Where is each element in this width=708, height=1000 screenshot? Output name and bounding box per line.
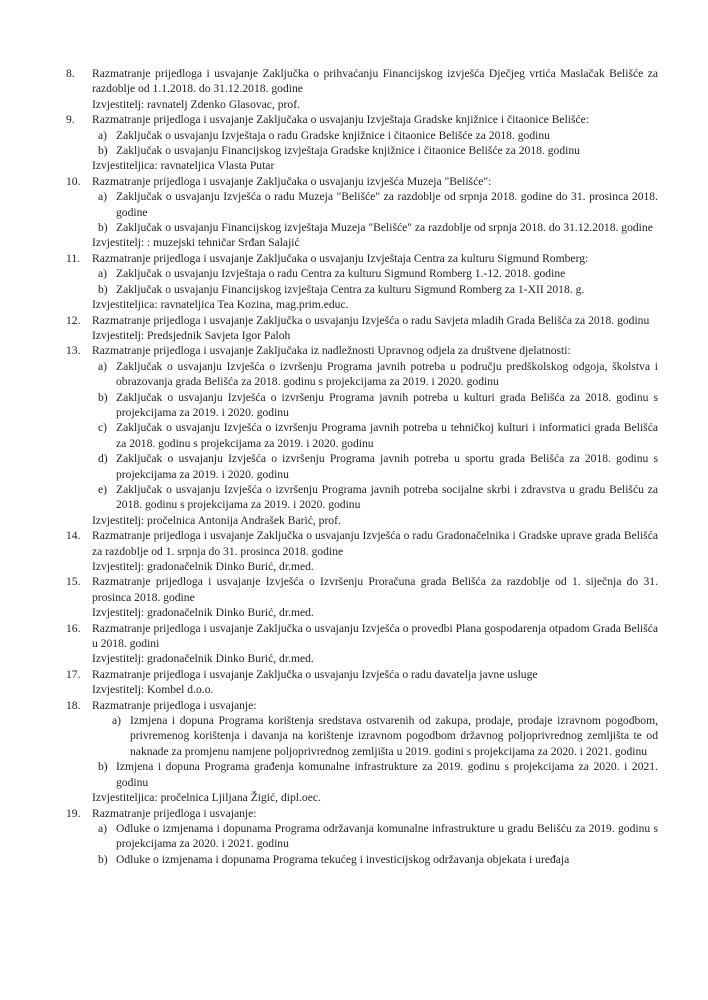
agenda-item — [66, 251, 658, 313]
agenda-item-title: Razmatranje prijedloga i usvajanje Zaključka o usvajanju Izvješća o radu davatelja javne usluge — [92, 667, 538, 681]
agenda-item-title: Razmatranje prijedloga i usvajanje Zaključka o usvajanju Izvješća o radu Gradonačelnika i Gradske uprave grada Belišća za razdoblje od 1. srpnja do 31. prosinca 2018. godine — [92, 529, 658, 558]
agenda-item — [66, 174, 658, 251]
agenda-subitem-text: Zaključak o usvajanju Financijskog izvještaja Gradske knjižnice i čitaonice Belišće za 2018. godinu — [116, 144, 580, 158]
agenda-subitem-text: Zaključak o usvajanju Izvještaja o radu Gradske knjižnice i čitaonice Belišće za 2018. godinu — [116, 128, 550, 142]
agenda-item-title: Razmatranje prijedloga i usvajanje: — [92, 698, 257, 712]
agenda-item-reporter: Izvjestitelj: pročelnica Antonija Andrašek Barić, prof. — [92, 513, 341, 527]
agenda-item — [66, 528, 658, 574]
agenda-item — [66, 698, 658, 806]
agenda-item-number: 12. — [66, 313, 81, 327]
agenda-item-number: 18. — [66, 698, 81, 712]
agenda-subitem-letter: a) — [98, 821, 108, 835]
agenda-subitem — [92, 189, 658, 220]
agenda-subitem — [92, 128, 658, 143]
agenda-item-title: Razmatranje prijedloga i usvajanje Zaključka o usvajanju Izvješća o provedbi Plana gospodarenja otpadom Grada Belišća u 2018. godini — [92, 621, 658, 651]
agenda-item-reporter: Izvjestitelj: : muzejski tehničar Srđan Salajić — [92, 236, 300, 250]
agenda-subitem — [92, 282, 658, 297]
agenda-subitem — [92, 821, 658, 852]
agenda-item-title: Razmatranje prijedloga i usvajanje Zaključka o prihvaćanju Financijskog izvješća Dječjeg vrtića Maslačak Belišće za razdoblje od 1.1.2018. do 31.12.2018. godine — [92, 67, 658, 96]
agenda-subitem-text: Zaključak o usvajanju Izvješća o izvršenju Programa javnih potreba u tehničkoj kulturi i informatici grada Belišća za 2018. godinu s projekcijama za 2019. i 2020. godinu — [116, 421, 658, 450]
agenda-item-title: Razmatranje prijedloga i usvajanje Zaključaka o usvajanju Izvještaja Gradske knjižnice i čitaonice Belišće: — [92, 113, 590, 127]
agenda-item — [66, 112, 658, 174]
agenda-item-number: 10. — [66, 174, 81, 188]
agenda-item — [66, 621, 658, 667]
agenda-item — [66, 343, 658, 528]
agenda-subitem — [92, 390, 658, 421]
agenda-item-number: 16. — [66, 621, 81, 635]
agenda-subitem — [92, 220, 658, 235]
agenda-subitem — [92, 143, 658, 158]
agenda-item-reporter: Izvjestitelj: Predsjednik Savjeta Igor Paloh — [92, 328, 291, 342]
agenda-list — [66, 66, 658, 867]
agenda-item-reporter: Izvjestiteljica: ravnateljica Vlasta Putar — [92, 159, 275, 173]
agenda-item-reporter: Izvjestitelj: Kombel d.o.o. — [92, 683, 214, 697]
agenda-item-title: Razmatranje prijedloga i usvajanje Zaključaka o usvajanju izvješća Muzeja "Belišće": — [92, 174, 492, 188]
agenda-item-title: Razmatranje prijedloga i usvajanje Zaključka o usvajanju Izvješća o radu Savjeta mladih Grada Belišća za 2018. godinu — [92, 313, 650, 327]
agenda-item — [66, 313, 658, 344]
agenda-subitem-text: Zaključak o usvajanju Izvješća o radu Muzeja "Belišće" za razdoblje od srpnja 2018. godine do 31. prosinca 2018. godine — [116, 190, 658, 219]
agenda-subitem-text: Zaključak o usvajanju Financijskog izvještaja Muzeja "Belišće" za razdoblje od srpnja 2018. do 31.12.2018. godine — [116, 221, 653, 235]
agenda-subitem-letter: d) — [98, 452, 108, 466]
agenda-subitem-text: Izmjena i dopuna Programa korištenja sredstava ostvarenih od zakupa, prodaje, prodaje izravnom pogodbom, privremenog korištenja i davanja na korištenje izravnom pogodbom državnog poljoprivrednog zemljišta te od naknade za promjenu namjene poljoprivrednog zemljišta u 2019. godini s projekcijama za 2020. i 2021. godinu — [130, 714, 658, 758]
agenda-item-reporter: Izvjestitelj: ravnatelj Zdenko Glasovac, prof. — [92, 97, 300, 111]
agenda-subitem-letter: a) — [112, 714, 122, 728]
agenda-subitem — [92, 451, 658, 482]
agenda-item-reporter: Izvjestitelj: gradonačelnik Dinko Burić, dr.med. — [92, 560, 314, 573]
agenda-item — [66, 806, 658, 868]
agenda-subitem-text: Zaključak o usvajanju Izvješća o izvršenju Programa javnih potreba u kulturi grada Belišća za 2018. godinu s projekcijama za 2019. i 2020. godinu — [116, 390, 658, 419]
agenda-item-number: 11. — [66, 251, 81, 265]
agenda-subitem — [92, 759, 658, 790]
agenda-subitem — [92, 420, 658, 451]
agenda-subitem-letter: a) — [98, 359, 108, 373]
agenda-item-title: Razmatranje prijedloga i usvajanje Zaključaka iz nadležnosti Upravnog odjela za društvene djelatnosti: — [92, 344, 571, 358]
agenda-subitem — [92, 852, 658, 867]
agenda-subitem-letter: e) — [98, 482, 108, 496]
agenda-item-number: 17. — [66, 667, 81, 681]
agenda-subitem — [92, 266, 658, 281]
agenda-subitem-text: Zaključak o usvajanju Financijskog izvještaja Centra za kulturu Sigmund Romberg za 1-XII 2018. g. — [116, 282, 585, 296]
agenda-item-number: 19. — [66, 806, 81, 820]
agenda-subitem-letter: b) — [98, 221, 108, 235]
agenda-item-number: 14. — [66, 529, 81, 543]
agenda-subitem-letter: b) — [98, 852, 108, 866]
agenda-item-reporter: Izvjestitelj: gradonačelnik Dinko Burić, dr.med. — [92, 652, 314, 666]
agenda-subitem-letter: b) — [98, 760, 108, 774]
agenda-subitem-letter: a) — [98, 128, 108, 142]
agenda-item-title: Razmatranje prijedloga i usvajanje Zaključaka o usvajanju Izvještaja Centra za kulturu Sigmund Romberg: — [92, 251, 589, 265]
agenda-item-reporter: Izvjestiteljica: pročelnica Ljiljana Žigić, dipl.oec. — [92, 791, 321, 805]
agenda-item-title: Razmatranje prijedloga i usvajanje Izvješća o Izvršenju Proračuna grada Belišća za razdoblje od 1. siječnja do 31. prosinca 2018. godine — [92, 575, 658, 604]
agenda-subitem-text: Odluke o izmjenama i dopunama Programa održavanja komunalne infrastrukture u gradu Belišću za 2019. godinu s projekcijama za 2020. i 2021. godinu — [116, 821, 658, 851]
agenda-subitem-text: Izmjena i dopuna Programa građenja komunalne infrastrukture za 2019. godinu s projekcijama za 2020. i 2021. godinu — [116, 760, 658, 789]
agenda-subitem-letter: c) — [98, 421, 108, 435]
agenda-subitem — [92, 482, 658, 513]
agenda-subitem — [92, 713, 658, 759]
agenda-subitem-text: Zaključak o usvajanju Izvješća o izvršenju Programa javnih potreba u sportu grada Belišća za 2018. godinu s projekcijama za 2019. i 2020. godinu — [116, 452, 658, 481]
agenda-subitem-letter: b) — [98, 144, 108, 158]
agenda-item-number: 9. — [66, 113, 75, 127]
agenda-item-number: 13. — [66, 344, 81, 358]
agenda-subitem-letter: a) — [98, 267, 108, 281]
agenda-subitem-letter: b) — [98, 390, 108, 404]
agenda-subitem-text: Zaključak o usvajanju Izvješća o izvršenju Programa javnih potreba u području predškolskog odgoja, školstva i obrazovanja grada Belišća za 2018. godinu s projekcijama za 2019. i 2020. godinu — [116, 359, 658, 389]
agenda-item — [66, 667, 658, 698]
agenda-item-number: 15. — [66, 575, 81, 589]
agenda-item — [66, 574, 658, 620]
agenda-item — [66, 66, 658, 112]
agenda-subitem-letter: a) — [98, 190, 108, 204]
agenda-item-reporter: Izvjestiteljica: ravnateljica Tea Kozina, mag.prim.educ. — [92, 298, 349, 312]
agenda-subitem-text: Zaključak o usvajanju Izvještaja o radu Centra za kulturu Sigmund Romberg 1.-12. 2018. godine — [116, 267, 566, 281]
agenda-subitem-text: Odluke o izmjenama i dopunama Programa tekućeg i investicijskog održavanja objekata i uređaja — [116, 852, 570, 866]
agenda-item-number: 8. — [66, 67, 75, 80]
agenda-subitem-text: Zaključak o usvajanju Izvješća o izvršenju Programa javnih potreba socijalne skrbi i zdravstva u gradu Belišću za 2018. godinu s projekcijama za 2019. i 2020. godinu — [116, 482, 658, 512]
agenda-subitem-letter: b) — [98, 282, 108, 296]
agenda-subitem — [92, 359, 658, 390]
agenda-item-reporter: Izvjestitelj: gradonačelnik Dinko Burić, dr.med. — [92, 606, 314, 620]
agenda-item-title: Razmatranje prijedloga i usvajanje: — [92, 806, 257, 820]
